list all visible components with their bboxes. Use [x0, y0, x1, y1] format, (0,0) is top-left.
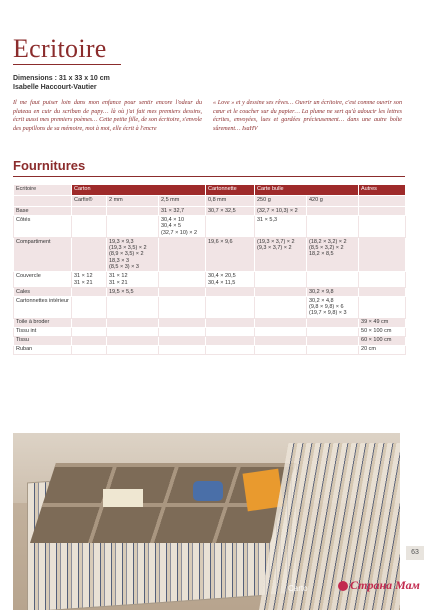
table-cell: [72, 327, 107, 336]
watermark-logo-icon: [338, 581, 348, 591]
table-cell: [255, 327, 307, 336]
table-cell: [359, 216, 406, 238]
table-cell: [107, 336, 159, 345]
title-underline: [13, 64, 121, 65]
row-label: Tissu int: [14, 327, 72, 336]
table-cell: [359, 207, 406, 216]
table-cell: [255, 296, 307, 318]
table-cell: [307, 216, 359, 238]
table-cell: [107, 345, 159, 354]
cell-value: 19,6 × 9,6: [208, 238, 233, 245]
photo-blue-clips: [193, 481, 223, 501]
cell-value: 30,4 × 20,5: [208, 273, 236, 280]
author-name: Isabelle Haccourt-Vautier: [13, 84, 97, 91]
cell-value: 31 × 12: [74, 273, 93, 280]
cell-value: 18,2 × 8,5: [309, 251, 334, 258]
cell-value: 31 × 12: [109, 273, 128, 280]
cell-value: 30,4 × 11,5: [208, 279, 236, 286]
table-cell: [159, 287, 206, 296]
watermark-text: Страна Мам: [350, 578, 420, 592]
group-header-cartonnette: Cartonnette: [206, 185, 255, 196]
table-cell: [359, 237, 406, 272]
table-cell: [206, 272, 255, 287]
cell-value: (9,3 × 3,7) × 2: [257, 245, 292, 252]
table-cell: [307, 207, 359, 216]
table-cell: [107, 237, 159, 272]
table-cell: [159, 272, 206, 287]
cell-value: (8,5 × 3) × 3: [109, 264, 139, 271]
subheader-2mm: 2 mm: [107, 196, 159, 207]
group-header-carte-bulle: Carte bulle: [255, 185, 359, 196]
table-cell: [107, 296, 159, 318]
cell-value: 50 × 100 cm: [361, 328, 392, 335]
table-cell: [359, 336, 406, 345]
cell-value: 30,4 × 10: [161, 216, 185, 223]
table-cell: [255, 272, 307, 287]
supplies-table-body: [14, 207, 406, 355]
table-row: [14, 318, 406, 327]
table-cell: [72, 296, 107, 318]
table-cell: [255, 216, 307, 238]
table-cell: [107, 327, 159, 336]
row-label: Tissu: [14, 336, 72, 345]
subheader-autres: [359, 196, 406, 207]
table-cell: [255, 237, 307, 272]
table-cell: [307, 318, 359, 327]
group-header-autres: Autres: [359, 185, 406, 196]
table-row: [14, 272, 406, 287]
table-row: [14, 216, 406, 238]
subheader-2-5mm: 2,5 mm: [159, 196, 206, 207]
table-cell: [159, 296, 206, 318]
cell-value: (8,5 × 3,2) × 2: [309, 245, 344, 252]
table-row: [14, 207, 406, 216]
cell-value: 30,7 × 32,5: [208, 207, 236, 214]
table-row: [14, 345, 406, 354]
supplies-table: [13, 184, 406, 355]
table-cell: [206, 327, 255, 336]
subheader-carfix: Carfix®: [72, 196, 107, 207]
table-cell: [255, 207, 307, 216]
cell-value: 39 × 49 cm: [361, 319, 389, 326]
table-cell: [206, 336, 255, 345]
table-cell: [307, 272, 359, 287]
table-cell: [107, 287, 159, 296]
table-cell: [307, 336, 359, 345]
table-cell: [206, 287, 255, 296]
row-label: Côtés: [14, 216, 72, 238]
table-cell: [206, 296, 255, 318]
cell-value: (32,7 × 10,3) × 2: [257, 207, 298, 214]
table-cell: [359, 345, 406, 354]
table-cell: [159, 216, 206, 238]
row-label: Toile à broder: [14, 318, 72, 327]
table-cell: [159, 318, 206, 327]
table-row: [14, 287, 406, 296]
table-cell: [72, 345, 107, 354]
photo-cream-envelope: [103, 489, 143, 507]
cell-value: 31 × 21: [109, 279, 128, 286]
cell-value: 19,5 × 5,5: [109, 288, 134, 295]
cell-value: (32,7 × 10) × 2: [161, 229, 198, 236]
page-title: Ecritoire: [13, 34, 107, 63]
cell-value: 30,4 × 5: [161, 223, 182, 230]
table-cell: [159, 237, 206, 272]
table-cell: [72, 287, 107, 296]
cell-value: 31 × 21: [74, 279, 93, 286]
table-cell: [107, 216, 159, 238]
table-cell: [72, 237, 107, 272]
table-cell: [72, 216, 107, 238]
row-label: Compartiment: [14, 237, 72, 272]
site-watermark: [338, 578, 424, 604]
table-cell: [72, 336, 107, 345]
table-cell: [307, 296, 359, 318]
table-row: [14, 296, 406, 318]
table-cell: [159, 207, 206, 216]
subheader-250g: 250 g: [255, 196, 307, 207]
table-cell: [359, 296, 406, 318]
table-row: [14, 327, 406, 336]
table-cell: [72, 318, 107, 327]
table-cell: [72, 272, 107, 287]
table-cell: [159, 336, 206, 345]
table-cell: [359, 272, 406, 287]
table-cell: [206, 345, 255, 354]
section-title: Fournitures: [13, 158, 86, 173]
row-label: Cartonnettes intérieur: [14, 296, 72, 318]
table-row: [14, 237, 406, 272]
table-cell: [159, 327, 206, 336]
subheader-420g: 420 g: [307, 196, 359, 207]
row-label: Cales: [14, 287, 72, 296]
cell-value: 31 × 5,3: [257, 216, 278, 223]
table-cell: [72, 207, 107, 216]
table-cell: [107, 318, 159, 327]
cell-value: 30,2 × 4,8: [309, 297, 334, 304]
table-cell: [206, 207, 255, 216]
table-cell: [307, 237, 359, 272]
cell-value: 30,2 × 9,8: [309, 288, 334, 295]
row-label: Base: [14, 207, 72, 216]
cell-value: 31 × 32,7: [161, 207, 185, 214]
section-underline: [13, 176, 405, 177]
table-cell: [206, 237, 255, 272]
cell-value: (19,7 × 9,8) × 3: [309, 310, 347, 317]
table-cell: [307, 287, 359, 296]
table-cell: [359, 318, 406, 327]
table-cell: [255, 336, 307, 345]
intro-paragraph-right: « Love » et y dessine ses rêves… Ouvrir un écritoire, c'est comme ouvrir son cœur et le coucher sur du papier… La plume ne sert qu'à adoucir les lettres écrites, envoyées, lues et gardées précieusement… dans une autre boîte sûrement… IsaHV: [213, 100, 402, 132]
table-cell: [159, 345, 206, 354]
table-cell: [359, 287, 406, 296]
table-corner-label: Ecritoire: [14, 185, 72, 196]
table-cell: [255, 345, 307, 354]
cell-value: (8,9 × 3,5) × 2: [109, 251, 144, 258]
cell-value: 19,3 × 9,3: [109, 238, 134, 245]
cell-value: 60 × 100 cm: [361, 337, 392, 344]
cell-value: (18,2 × 3,2) × 2: [309, 238, 347, 245]
subheader-0-8mm: 0,8 mm: [206, 196, 255, 207]
dimensions-text: Dimensions : 31 x 33 x 10 cm: [13, 75, 110, 82]
table-cell: [359, 327, 406, 336]
table-cell: [206, 216, 255, 238]
intro-paragraph-left: Il me faut puiser loin dans mon enfance pour sentir encore l'odeur du plateau en cuir du scriban de papy… là où j'ai fait mes premiers dessins, écrit aussi mes premiers poèmes… Cette petite fille, de son écritoire, s'envole des papillons de sa mémoire, mot à mot, elle écrit à l'encre: [13, 100, 202, 132]
cell-value: (19,3 × 3,7) × 2: [257, 238, 295, 245]
cell-value: 18,3 × 3: [109, 257, 130, 264]
photo-caption: Carto: [288, 584, 308, 593]
table-cell: [107, 272, 159, 287]
table-cell: [206, 318, 255, 327]
cell-value: 20 cm: [361, 346, 376, 353]
table-row: [14, 336, 406, 345]
table-cell: [307, 345, 359, 354]
row-label: Ruban: [14, 345, 72, 354]
table-cell: [307, 327, 359, 336]
subheader-blank: [14, 196, 72, 207]
group-header-carton: Carton: [72, 185, 206, 196]
table-cell: [255, 318, 307, 327]
table-cell: [107, 207, 159, 216]
row-label: Couvercle: [14, 272, 72, 287]
page-number: 63: [406, 546, 424, 560]
cell-value: (9,8 × 9,8) × 6: [309, 304, 344, 311]
table-cell: [255, 287, 307, 296]
cell-value: (19,3 × 3,5) × 2: [109, 245, 147, 252]
